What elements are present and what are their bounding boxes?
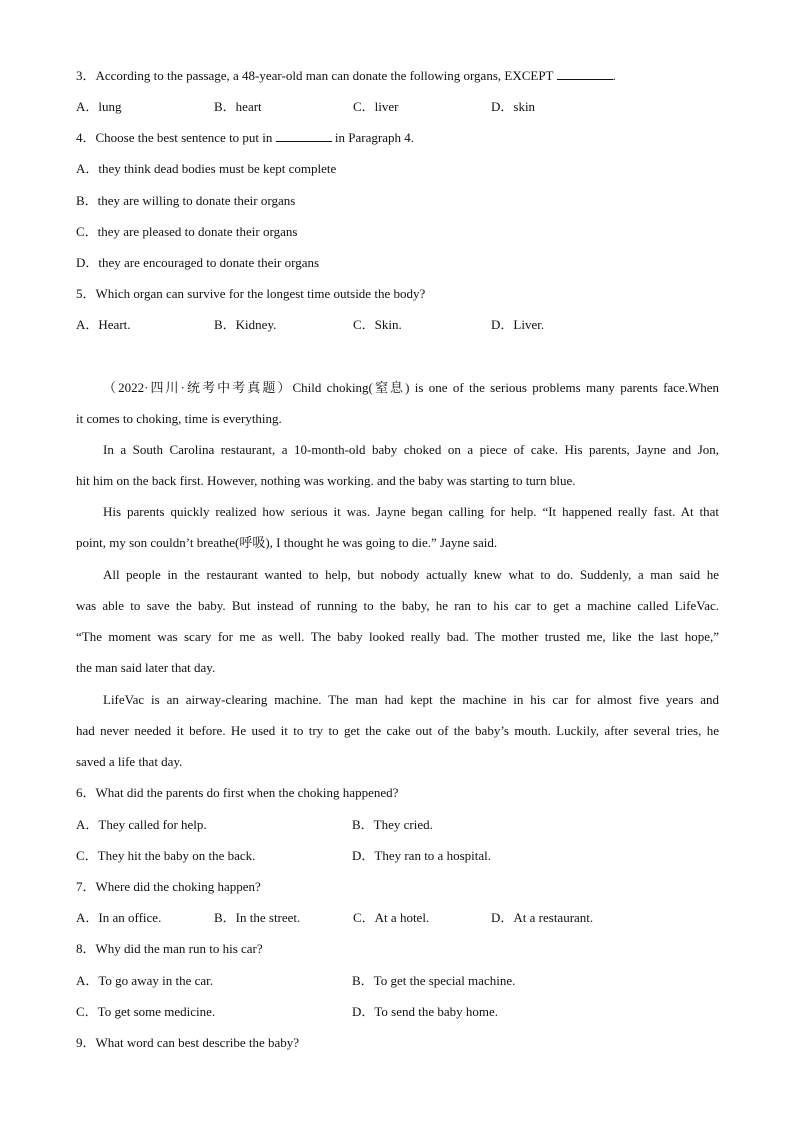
q8-option-a: A．To go away in the car. — [76, 973, 213, 988]
passage-line: saved a life that day. — [76, 754, 183, 769]
q7-option-c: C．At a hotel. — [353, 910, 430, 925]
question-5-stem: 5．Which organ can survive for the longest time outside the body? — [76, 286, 426, 301]
question-6-stem: 6．What did the parents do first when the choking happened? — [76, 785, 399, 800]
q5-option-a: A．Heart. — [76, 317, 131, 332]
q4-option-d: D．they are encouraged to donate their organs — [76, 255, 320, 270]
passage-paragraph-4 — [76, 567, 719, 691]
q5-option-b: B．Kidney. — [214, 317, 277, 332]
passage-line: In a South Carolina restaurant, a 10-month-old baby choked on a piece of cake. His parents, Jayne and Jon, — [103, 442, 719, 457]
passage-paragraph-1 — [76, 380, 719, 442]
q6-option-d: D．They ran to a hospital. — [352, 848, 491, 863]
passage-paragraph-5 — [76, 692, 719, 785]
q6-option-c: C．They hit the baby on the back. — [76, 848, 256, 863]
passage-line: had never needed it before. He used it to try to get the cake out of the baby’s mouth. Luckily, after several tries, he — [76, 723, 719, 738]
question-3-stem — [76, 68, 616, 84]
q5-option-d: D．Liver. — [491, 317, 545, 332]
question-3-end: . — [612, 68, 616, 83]
q7-option-d: D．At a restaurant. — [491, 910, 594, 925]
answer-blank — [557, 68, 613, 80]
passage-line: LifeVac is an airway-clearing machine. The man had kept the machine in his car for almost five years and — [103, 692, 719, 707]
passage-line: the man said later that day. — [76, 660, 216, 675]
q6-option-b: B．They cried. — [352, 817, 433, 832]
question-4-text: 4．Choose the best sentence to put in — [76, 130, 276, 145]
q7-option-b: B．In the street. — [214, 910, 301, 925]
q3-option-c: C．liver — [353, 99, 399, 114]
q8-option-d: D．To send the baby home. — [352, 1004, 499, 1019]
passage-line: was able to save the baby. But instead of running to the baby, he ran to his car to get a machine called LifeVac. — [76, 598, 719, 613]
passage-line: All people in the restaurant wanted to help, but nobody actually knew what to do. Suddenly, a man said he — [103, 567, 719, 582]
passage-paragraph-3 — [76, 504, 719, 566]
question-4-stem — [76, 130, 414, 146]
passage-line: （2022·四川·统考中考真题）Child choking(窒息) is one of the serious problems many parents face.When — [103, 380, 719, 395]
question-8-stem: 8．Why did the man run to his car? — [76, 941, 263, 956]
question-7-stem: 7．Where did the choking happen? — [76, 879, 261, 894]
q3-option-d: D．skin — [491, 99, 536, 114]
passage-line: point, my son couldn’t breathe(呼吸), I thought he was going to die.” Jayne said. — [76, 535, 498, 550]
q4-option-a: A．they think dead bodies must be kept complete — [76, 161, 337, 176]
q3-option-a: A．lung — [76, 99, 122, 114]
q5-option-c: C．Skin. — [353, 317, 402, 332]
question-4-end: in Paragraph 4. — [331, 130, 414, 145]
question-9-stem: 9．What word can best describe the baby? — [76, 1035, 300, 1050]
q4-option-c: C．they are pleased to donate their organs — [76, 224, 298, 239]
passage-paragraph-2 — [76, 442, 719, 504]
passage-line: it comes to choking, time is everything. — [76, 411, 282, 426]
q8-option-c: C．To get some medicine. — [76, 1004, 216, 1019]
passage-line: “The moment was scary for me as well. The baby looked really bad. The mother trusted me, like the last hope,” — [76, 629, 719, 644]
passage-line: His parents quickly realized how serious it was. Jayne began calling for help. “It happened really fast. At that — [103, 504, 719, 519]
q6-option-a: A．They called for help. — [76, 817, 207, 832]
answer-blank — [276, 130, 332, 142]
q3-option-b: B．heart — [214, 99, 262, 114]
passage-line: hit him on the back first. However, nothing was working. and the baby was starting to turn blue. — [76, 473, 576, 488]
q8-option-b: B．To get the special machine. — [352, 973, 516, 988]
q4-option-b: B．they are willing to donate their organs — [76, 193, 296, 208]
q7-option-a: A．In an office. — [76, 910, 162, 925]
question-3-text: 3．According to the passage, a 48-year-old man can donate the following organs, EXCEPT — [76, 68, 557, 83]
